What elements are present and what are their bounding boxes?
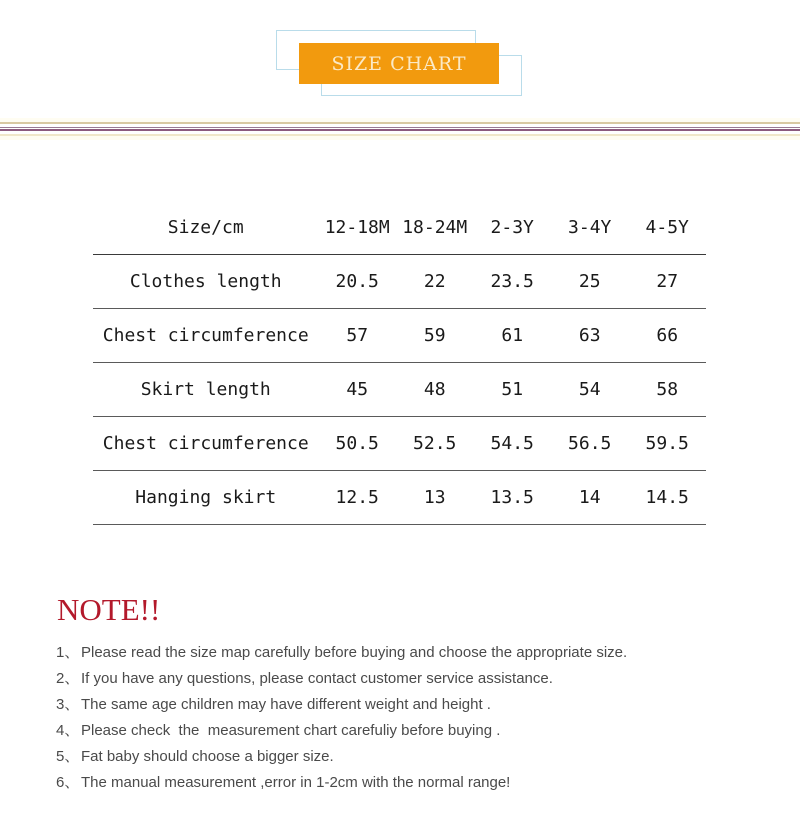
- row-label: Skirt length: [93, 363, 318, 417]
- column-header: 2-3Y: [473, 201, 551, 255]
- table-cell: 54.5: [473, 417, 551, 471]
- column-header: 4-5Y: [628, 201, 706, 255]
- note-text: The manual measurement ,error in 1-2cm with the normal range!: [81, 774, 511, 791]
- table-cell: 14: [551, 471, 629, 525]
- table-cell: 13: [396, 471, 474, 525]
- note-text: Please read the size map carefully before buying and choose the appropriate size.: [81, 644, 628, 661]
- table-cell: 25: [551, 255, 629, 309]
- table-cell: 23.5: [473, 255, 551, 309]
- table-cell: 51: [473, 363, 551, 417]
- table-cell: 14.5: [628, 471, 706, 525]
- table-cell: 13.5: [473, 471, 551, 525]
- table-cell: 12.5: [318, 471, 396, 525]
- note-item: [56, 772, 627, 798]
- note-item: [56, 694, 627, 720]
- note-number: 1、: [56, 644, 80, 661]
- table-cell: 57: [318, 309, 396, 363]
- table-row: [93, 417, 706, 471]
- note-text: Please check the measurement chart carefuliy before buying .: [81, 722, 501, 739]
- note-list: [56, 642, 627, 798]
- note-number: 2、: [56, 670, 80, 687]
- table-cell: 48: [396, 363, 474, 417]
- row-label: Hanging skirt: [93, 471, 318, 525]
- table-cell: 59: [396, 309, 474, 363]
- table-cell: 52.5: [396, 417, 474, 471]
- note-heading: NOTE!!: [57, 592, 161, 627]
- table-cell: 45: [318, 363, 396, 417]
- table-row: [93, 471, 706, 525]
- stripe-divider: [0, 129, 800, 131]
- table-cell: 22: [396, 255, 474, 309]
- note-number: 3、: [56, 696, 80, 713]
- size-chart-title: SIZE CHART: [299, 43, 499, 84]
- table-cell: 63: [551, 309, 629, 363]
- note-number: 4、: [56, 722, 80, 739]
- table-cell: 50.5: [318, 417, 396, 471]
- column-header: Size/cm: [93, 201, 318, 255]
- note-text: If you have any questions, please contact customer service assistance.: [81, 670, 553, 687]
- column-header: 18-24M: [396, 201, 474, 255]
- note-text: The same age children may have different weight and height .: [81, 696, 491, 713]
- table-row: [93, 255, 706, 309]
- table-cell: 54: [551, 363, 629, 417]
- table-cell: 59.5: [628, 417, 706, 471]
- table-cell: 56.5: [551, 417, 629, 471]
- table-row: [93, 363, 706, 417]
- note-item: [56, 746, 627, 772]
- table-cell: 66: [628, 309, 706, 363]
- table-cell: 27: [628, 255, 706, 309]
- note-text: Fat baby should choose a bigger size.: [81, 748, 334, 765]
- stripe-divider: [0, 122, 800, 124]
- table-header-row: [93, 201, 706, 255]
- stripe-divider: [0, 127, 800, 128]
- note-number: 6、: [56, 774, 80, 791]
- table-cell: 20.5: [318, 255, 396, 309]
- row-label: Chest circumference: [93, 309, 318, 363]
- row-label: Clothes length: [93, 255, 318, 309]
- note-item: [56, 668, 627, 694]
- column-header: 12-18M: [318, 201, 396, 255]
- note-item: [56, 642, 627, 668]
- stripe-divider: [0, 136, 800, 140]
- row-label: Chest circumference: [93, 417, 318, 471]
- note-number: 5、: [56, 748, 80, 765]
- note-item: [56, 720, 627, 746]
- column-header: 3-4Y: [551, 201, 629, 255]
- size-table: [93, 201, 706, 525]
- table-cell: 58: [628, 363, 706, 417]
- table-cell: 61: [473, 309, 551, 363]
- table-row: [93, 309, 706, 363]
